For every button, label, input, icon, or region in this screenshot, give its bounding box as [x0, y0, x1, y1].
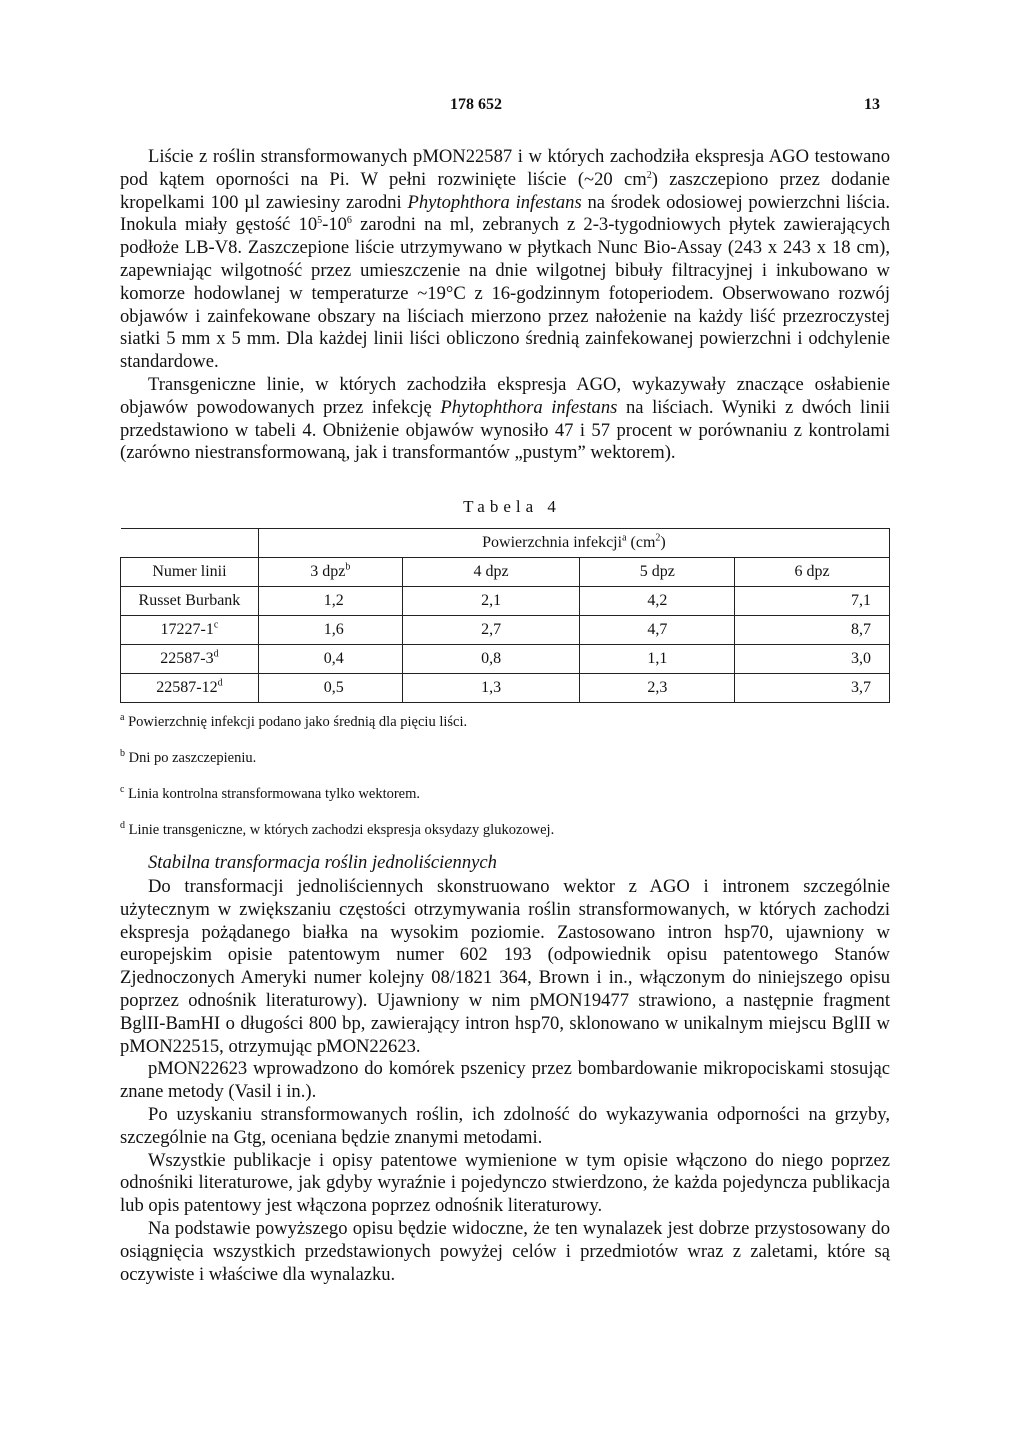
table-row — [121, 674, 890, 703]
table-cell-line: 22587-3$^d$ — [121, 645, 259, 674]
table-cell: 0,8 — [402, 645, 580, 674]
table-cell: 3,7 — [735, 674, 890, 703]
table-cell: 2,1 — [402, 587, 580, 616]
table-cell: 4,7 — [580, 616, 735, 645]
table-header-cell: 5 dpz — [580, 558, 735, 587]
footnote: $^c$ Linia kontrolna stransformowana tylko wektorem. — [120, 784, 421, 802]
table-group-header: Powierzchnia infekcji$^a$ $(cm^2)$ — [258, 529, 889, 558]
table-cell: 0,5 — [258, 674, 402, 703]
paragraph-3: Do transformacji jednoliściennych skonstruowano wektor z AGO i intronem szczególnie użytecznym w zwiększaniu częstości otrzymywania roślin stransformowanych, w których zachodzi ekspresja pożądanego białka na wysokim poziomie. Zastosowano intron hsp70, ujawniony w europejskim opisie patentowym numer 602 193 (odpowiednik opisu patentowego Stanów Zjednoczonych Ameryki numer kolejny 08/1821 364, Brown i in., włączonym do niniejszego opisu poprzez odnośnik literaturowy). Ujawniony w nim pMON19477 strawiono, a następnie fragment BglII-BamHI o długości 800 bp, zawierający intron hsp70, sklonowano w unikalnym miejscu BglII w pMON22515, otrzymując pMON22623. — [120, 876, 890, 1057]
section-heading: Stabilna transformacja roślin jednoliściennych — [148, 852, 497, 873]
table-cell: 3,0 — [735, 645, 890, 674]
table-header-cell: Numer linii — [121, 558, 259, 587]
table-header-cell: 3 dpz$^b$ — [258, 558, 402, 587]
table-header-row — [121, 558, 890, 587]
footnote: $^b$ Dni po zaszczepieniu. — [120, 748, 257, 766]
lower-body-text — [120, 876, 890, 1286]
table-row — [121, 587, 890, 616]
table-cell: 1,1 — [580, 645, 735, 674]
table-header-cell: 4 dpz — [402, 558, 580, 587]
footnote: $^d$ Linie transgeniczne, w których zachodzi ekspresja oksydazy glukozowej. — [120, 820, 555, 838]
table-cell: 8,7 — [735, 616, 890, 645]
upper-body-text — [120, 146, 890, 465]
paragraph-7: Na podstawie powyższego opisu będzie widoczne, że ten wynalazek jest dobrze przystosowany do osiągnięcia wszystkich przedstawionych powyżej celów i przedmiotów wraz z zaletami, które są oczywiste i właściwe dla wynalazku. — [120, 1217, 890, 1285]
paragraph-1: Liście z roślin stransformowanych pMON22587 i w których zachodziła ekspresja AGO testowano pod kątem oporności na Pi. W pełni rozwinięte liście (~20 $cm^2$) zaszczepiono przez dodanie kropelkami 100 µl zawiesiny zarodni Phytophthora infestans na środek odosiowej powierzchni liścia. Inokula miały gęstość $10^5-10^6$ zarodni na ml, zebranych z 2-3-tygodniowych płytek zawierających podłoże LB-V8. Zaszczepione liście utrzymywano w płytkach Nunc Bio-Assay (243 x 243 x 18 cm), zapewniając wilgotność przez umieszczenie na dnie wilgotnej bibuły filtracyjnej i inkubowano w komorze hodowlanej w temperaturze ~19°C z 16-godzinnym fotoperiodem. Obserwowano rozwój objawów i zainfekowane obszary na liściach mierzono przez nałożenie na każdy liść przezroczystej siatki 5 mm x 5 mm. Dla każdej linii liści obliczono średnią zainfekowanej powierzchni i odchylenie standardowe. — [120, 146, 891, 373]
paragraph-5: Po uzyskaniu stransformowanych roślin, ich zdolność do wykazywania odporności na grzyby, szczególnie na Gtg, oceniana będzie znanymi metodami. — [120, 1103, 890, 1148]
table-cell: 7,1 — [735, 587, 890, 616]
table-cell: 4,2 — [580, 587, 735, 616]
patent-number: 178 652 — [450, 96, 502, 113]
table-cell: 2,3 — [580, 674, 735, 703]
table-group-header-row — [121, 529, 890, 558]
footnote: $^a$ Powierzchnię infekcji podano jako średnią dla pięciu liści. — [120, 712, 468, 730]
table-cell: 1,6 — [258, 616, 402, 645]
table-cell: 2,7 — [402, 616, 580, 645]
table-caption: Tabela 4 — [463, 497, 561, 516]
table-cell: 1,3 — [402, 674, 580, 703]
page-number: 13 — [864, 96, 880, 113]
paragraph-2: Transgeniczne linie, w których zachodziła ekspresja AGO, wykazywały znaczące osłabienie objawów powodowanych przez infekcję Phytophthora infestans na liściach. Wyniki z dwóch linii przedstawiono w tabeli 4. Obniżenie objawów wynosiło 47 i 57 procent w porównaniu z kontrolami (zarówno niestransformowaną, jak i transformantów „pustym” wektorem). — [120, 373, 890, 464]
table-cell: 1,2 — [258, 587, 402, 616]
paragraph-6: Wszystkie publikacje i opisy patentowe wymienione w tym opisie włączono do niego poprzez odnośniki literaturowe, jak gdyby wyraźnie i pojedynczo stwierdzono, że każda pojedyncza publikacja lub opis patentowy jest włączona poprzez odnośnik literaturowy. — [120, 1149, 890, 1217]
table-cell: 0,4 — [258, 645, 402, 674]
table-header-cell: 6 dpz — [735, 558, 890, 587]
table-row — [121, 616, 890, 645]
table-header-blank — [121, 529, 259, 558]
table-footnotes — [120, 714, 890, 858]
table-cell-line: Russet Burbank — [121, 587, 259, 616]
paragraph-4: pMON22623 wprowadzono do komórek pszenicy przez bombardowanie mikropociskami stosując znane metody (Vasil i in.). — [120, 1058, 890, 1103]
infection-table — [120, 528, 890, 703]
table-row — [121, 645, 890, 674]
species-name: Phytophthora infestans — [407, 191, 582, 213]
species-name: Phytophthora infestans — [440, 396, 618, 418]
table-cell-line: 17227-1$^c$ — [121, 616, 259, 645]
table-cell-line: 22587-12$^d$ — [121, 674, 259, 703]
page-header — [0, 96, 1024, 120]
